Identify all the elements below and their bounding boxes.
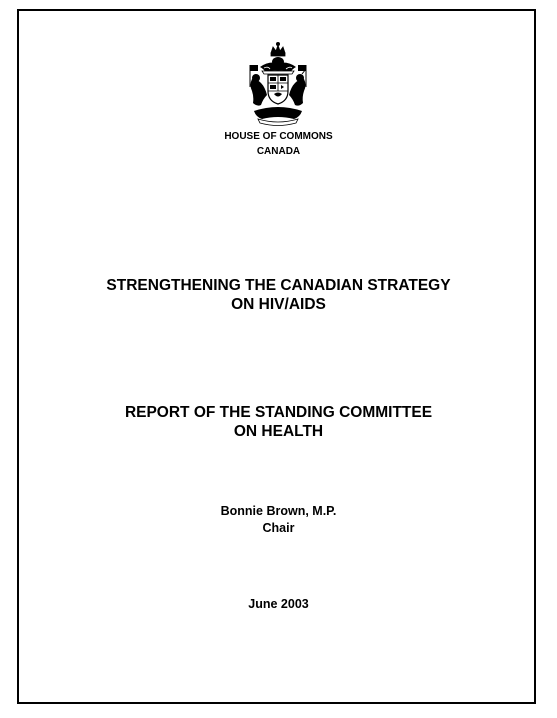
issuer-block: [0, 129, 557, 159]
report-subtitle: [0, 403, 557, 441]
report-line-1: REPORT OF THE STANDING COMMITTEE: [124, 404, 433, 421]
report-line-2: ON HEALTH: [233, 423, 324, 440]
author-block: [0, 503, 557, 537]
title-line-1: STRENGTHENING THE CANADIAN STRATEGY: [106, 277, 451, 294]
title-line-2: ON HIV/AIDS: [231, 296, 326, 313]
issuer-line-1: HOUSE OF COMMONS: [224, 131, 333, 142]
document-title: [0, 276, 557, 314]
author-name: Bonnie Brown, M.P.: [220, 504, 337, 518]
author-role: Chair: [262, 521, 295, 535]
date-text: June 2003: [248, 597, 309, 611]
publication-date: [0, 596, 557, 613]
coat-of-arms-icon: [244, 41, 312, 127]
issuer-line-2: CANADA: [256, 146, 301, 157]
